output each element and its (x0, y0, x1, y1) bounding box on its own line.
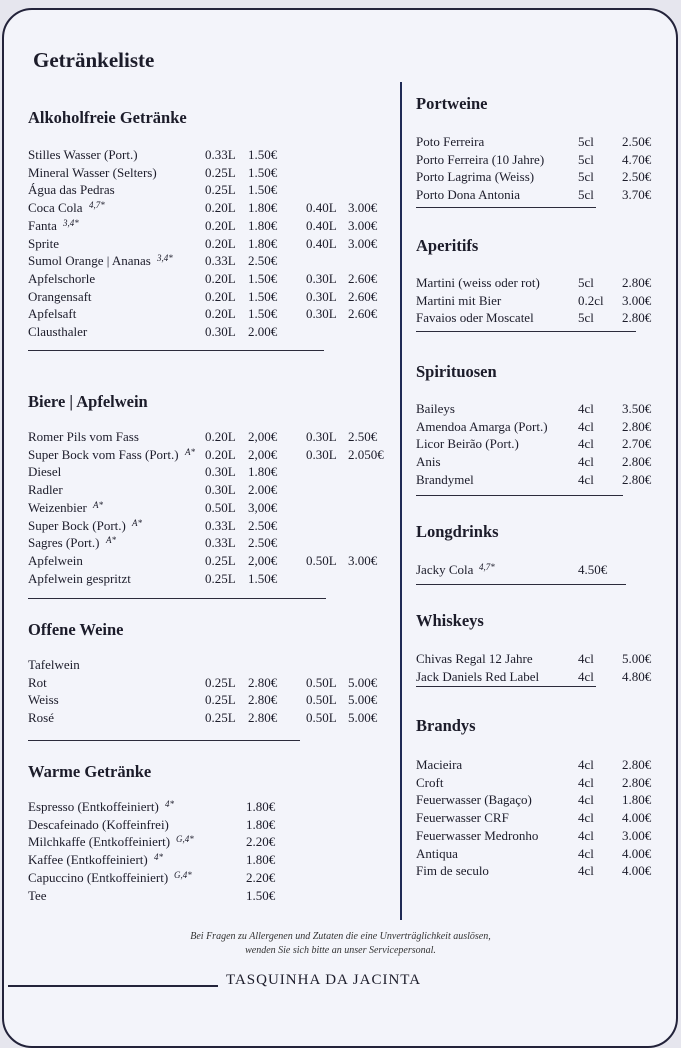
item-volume: 0.20L (205, 200, 236, 216)
menu-item (28, 534, 390, 552)
menu-item (28, 235, 390, 253)
menu-item (28, 199, 390, 217)
item-volume: 0.30L (306, 446, 337, 462)
allergen-code: A* (93, 499, 103, 510)
item-price: 1.50€ (248, 306, 278, 322)
item-name: Brandymel (416, 471, 474, 487)
item-volume: 0.33L (205, 517, 236, 533)
section-title-longdrinks: Longdrinks (416, 522, 499, 541)
item-volume: 5cl (578, 151, 594, 167)
item-name: Poto Ferreira (416, 134, 485, 149)
item-price: 1.50€ (248, 570, 278, 586)
item-price: 5.00€ (348, 674, 378, 690)
section-title-spirituosen: Spirituosen (416, 362, 497, 381)
item-volume: 4cl (578, 845, 594, 861)
item-name: Apfelwein (28, 552, 83, 568)
item-price: 2.60€ (348, 270, 378, 286)
item-name: Stilles Wasser (Port.) (28, 147, 138, 162)
item-volume: 0.33L (205, 253, 236, 269)
item-price: 4.00€ (622, 845, 652, 861)
item-name: Super Bock (Port.) (28, 517, 126, 533)
item-volume: 4cl (578, 454, 594, 470)
item-price: 2.60€ (348, 288, 378, 304)
item-price: 2.50€ (248, 517, 278, 533)
item-price: 4.80€ (622, 668, 652, 684)
menu-item (416, 561, 666, 579)
menu-item (28, 887, 390, 905)
item-volume: 0.30L (205, 482, 236, 498)
item-price: 2.80€ (622, 310, 652, 326)
item-price: 3.00€ (348, 217, 378, 233)
menu-item (416, 292, 666, 310)
item-price: 2.50€ (248, 253, 278, 269)
item-price: 2.80€ (622, 418, 652, 434)
item-name: Feuerwasser Medronho (416, 827, 539, 843)
item-price: 2.80€ (248, 710, 278, 726)
item-volume: 0.40L (306, 217, 337, 233)
item-price: 2,00€ (248, 429, 278, 444)
section-rule (28, 740, 300, 741)
section-title-warme-getranke: Warme Getränke (28, 762, 152, 781)
allergen-code: 3,4* (157, 253, 173, 264)
item-price: 5.00€ (348, 710, 378, 726)
menu-item (416, 435, 666, 453)
section-title-aperitifs: Aperitifs (416, 236, 479, 255)
menu-item (416, 827, 666, 845)
item-name: Sagres (Port.) (28, 535, 100, 551)
menu-item (28, 816, 390, 834)
item-price: 1.50€ (248, 182, 278, 198)
item-name: Feuerwasser (Bagaço) (416, 792, 532, 808)
item-price: 2.050€ (348, 446, 384, 462)
item-name: Licor Beirão (Port.) (416, 436, 519, 452)
menu-item (416, 791, 666, 809)
item-volume: 0.20L (205, 235, 236, 251)
item-volume: 4cl (578, 401, 594, 416)
section-rule (416, 207, 596, 208)
item-name: Martini mit Bier (416, 292, 502, 308)
item-volume: 0.40L (306, 235, 337, 251)
section-title-offene-weine: Offene Weine (28, 620, 124, 639)
item-volume: 0.30L (306, 270, 337, 286)
item-name: Kaffee (Entkoffeiniert) (28, 852, 148, 868)
column-divider (400, 82, 402, 920)
item-name: Espresso (Entkoffeiniert) (28, 799, 159, 814)
menu-item (28, 798, 390, 816)
item-volume: 0.50L (205, 499, 236, 515)
item-volume: 0.30L (306, 288, 337, 304)
menu-item (416, 133, 666, 151)
item-name: Super Bock vom Fass (Port.) (28, 446, 179, 462)
section-rule (28, 598, 326, 599)
menu-item (28, 833, 390, 851)
menu-item (28, 252, 390, 270)
allergen-code: A* (106, 535, 116, 546)
item-price: 2,00€ (248, 446, 278, 462)
item-price: 1.80€ (622, 792, 652, 808)
item-name: Mineral Wasser (Selters) (28, 164, 157, 180)
item-volume: 0.25L (205, 182, 236, 198)
menu-item (416, 186, 666, 204)
allergen-note-line-2: wenden Sie sich bitte an unser Servicepersonal. (245, 945, 436, 956)
menu-item (416, 418, 666, 436)
item-price: 2.80€ (622, 757, 652, 772)
section-rule (416, 686, 596, 687)
menu-item (416, 453, 666, 471)
item-volume: 4cl (578, 651, 594, 666)
item-volume: 4cl (578, 863, 594, 879)
allergen-note (0, 930, 681, 958)
item-volume: 4cl (578, 827, 594, 843)
item-price: 1.50€ (248, 288, 278, 304)
item-volume: 0.20L (205, 270, 236, 286)
item-name: Anis (416, 454, 441, 470)
item-volume: 0.20L (205, 288, 236, 304)
item-price: 3.00€ (348, 235, 378, 251)
item-volume: 0.25L (205, 710, 236, 726)
item-volume: 0.2cl (578, 292, 604, 308)
item-volume: 4cl (578, 792, 594, 808)
item-name: Porto Lagrima (Weiss) (416, 169, 535, 185)
item-price: 1.50€ (248, 164, 278, 180)
item-name: Croft (416, 774, 444, 790)
item-volume: 0.25L (205, 674, 236, 690)
allergen-code: 4* (165, 799, 174, 809)
item-name: Porto Dona Antonia (416, 187, 520, 203)
item-price: 1.80€ (246, 816, 276, 832)
item-name: Sumol Orange | Ananas (28, 253, 151, 269)
item-price: 2.50€ (622, 134, 652, 149)
item-volume: 4cl (578, 436, 594, 452)
item-name: Tafelwein (28, 657, 80, 672)
menu-item (28, 499, 390, 517)
menu-item (416, 809, 666, 827)
menu-item (28, 656, 390, 674)
menu-item (28, 552, 390, 570)
allergen-code: A* (185, 446, 195, 457)
allergen-code: G,4* (176, 834, 194, 845)
item-price: 2.80€ (622, 275, 652, 290)
item-price: 1.50€ (246, 887, 276, 903)
menu-item (28, 446, 390, 464)
menu-item (28, 428, 390, 446)
item-price: 4.50€ (578, 562, 608, 577)
menu-item (416, 471, 666, 489)
item-name: Fim de seculo (416, 863, 489, 879)
item-name: Favaios oder Moscatel (416, 310, 534, 326)
menu-item (416, 774, 666, 792)
item-price: 4.00€ (622, 810, 652, 826)
item-volume: 4cl (578, 810, 594, 826)
item-name: Coca Cola (28, 200, 83, 216)
item-price: 2.80€ (248, 692, 278, 708)
allergen-code: A* (132, 517, 142, 528)
item-name: Amendoa Amarga (Port.) (416, 418, 548, 434)
item-name: Tee (28, 887, 47, 903)
menu-item (28, 691, 390, 709)
allergen-code: 4* (154, 852, 163, 863)
item-price: 2.50€ (348, 429, 378, 444)
item-name: Weizenbier (28, 499, 87, 515)
item-name: Martini (weiss oder rot) (416, 275, 540, 290)
item-volume: 5cl (578, 275, 594, 290)
item-volume: 0.33L (205, 147, 236, 162)
item-price: 5.00€ (348, 692, 378, 708)
item-name: Descafeinado (Koffeinfrei) (28, 816, 169, 832)
restaurant-name: TASQUINHA DA JACINTA (226, 972, 422, 988)
menu-item (416, 400, 666, 418)
item-price: 2,00€ (248, 552, 278, 568)
item-name: Weiss (28, 692, 59, 708)
item-price: 2.80€ (248, 674, 278, 690)
item-price: 1.80€ (248, 235, 278, 251)
menu-item (28, 481, 390, 499)
section-title-alkoholfreie-getranke: Alkoholfreie Getränke (28, 108, 187, 127)
item-price: 2.50€ (248, 535, 278, 551)
section-rule (416, 495, 623, 496)
menu-item (28, 570, 390, 588)
item-price: 1.80€ (246, 799, 276, 814)
item-volume: 0.30L (205, 324, 236, 339)
menu-item (416, 756, 666, 774)
item-volume: 0.20L (205, 446, 236, 462)
item-price: 3,00€ (248, 499, 278, 515)
item-volume: 0.25L (205, 570, 236, 586)
menu-item (28, 709, 390, 727)
menu-item (28, 217, 390, 235)
item-name: Milchkaffe (Entkoffeiniert) (28, 834, 171, 850)
item-volume: 5cl (578, 310, 594, 326)
item-price: 2.70€ (622, 436, 652, 452)
item-name: Rot (28, 674, 47, 690)
section-title-whiskeys: Whiskeys (416, 611, 484, 630)
menu-item (416, 845, 666, 863)
item-volume: 0.20L (205, 429, 236, 444)
menu-item (28, 270, 390, 288)
item-volume: 0.50L (306, 710, 337, 726)
item-price: 3.00€ (622, 827, 652, 843)
menu-item (28, 181, 390, 199)
item-volume: 0.30L (306, 429, 337, 444)
item-price: 3.00€ (622, 292, 652, 308)
item-volume: 0.40L (306, 200, 337, 216)
item-price: 2.20€ (246, 834, 276, 850)
item-volume: 0.30L (306, 306, 337, 322)
item-price: 3.50€ (622, 401, 652, 416)
item-price: 2.80€ (622, 774, 652, 790)
item-name: Feuerwasser CRF (416, 810, 509, 826)
item-price: 3.00€ (348, 552, 378, 568)
item-name: Jack Daniels Red Label (416, 668, 540, 684)
menu-item (28, 305, 390, 323)
item-price: 1.50€ (248, 147, 278, 162)
menu-item (416, 668, 666, 686)
menu-item (416, 862, 666, 880)
menu-item (28, 146, 390, 164)
footer-rule (8, 985, 218, 987)
menu-item (416, 274, 666, 292)
item-name: Chivas Regal 12 Jahre (416, 651, 533, 666)
item-volume: 0.50L (306, 674, 337, 690)
item-price: 5.00€ (622, 651, 652, 666)
item-volume: 0.30L (205, 464, 236, 480)
item-price: 2.80€ (622, 471, 652, 487)
menu-item (28, 164, 390, 182)
item-volume: 4cl (578, 418, 594, 434)
item-price: 4.70€ (622, 151, 652, 167)
item-name: Água das Pedras (28, 182, 115, 198)
item-name: Jacky Cola (416, 562, 474, 577)
menu-item (28, 851, 390, 869)
section-title-biere-apfelwein: Biere | Apfelwein (28, 392, 148, 411)
item-volume: 4cl (578, 471, 594, 487)
item-name: Clausthaler (28, 324, 88, 339)
menu-item (28, 674, 390, 692)
section-rule (416, 584, 626, 585)
item-volume: 5cl (578, 134, 594, 149)
item-price: 2.60€ (348, 306, 378, 322)
item-name: Apfelschorle (28, 270, 96, 286)
item-name: Rosé (28, 710, 54, 726)
item-price: 1.80€ (246, 852, 276, 868)
item-price: 2.80€ (622, 454, 652, 470)
item-name: Antiqua (416, 845, 458, 861)
item-volume: 0.33L (205, 535, 236, 551)
item-price: 2.20€ (246, 869, 276, 885)
item-name: Macieira (416, 757, 463, 772)
item-volume: 5cl (578, 187, 594, 203)
menu-item (28, 517, 390, 535)
item-name: Orangensaft (28, 288, 92, 304)
section-rule (416, 331, 636, 332)
menu-item (28, 463, 390, 481)
item-price: 2.50€ (622, 169, 652, 185)
allergen-code: 4,7* (479, 562, 495, 572)
allergen-note-line-1: Bei Fragen zu Allergenen und Zutaten die eine Unverträglichkeit auslösen, (190, 931, 491, 942)
item-name: Baileys (416, 401, 455, 416)
item-volume: 0.25L (205, 552, 236, 568)
item-price: 3.00€ (348, 200, 378, 216)
item-name: Romer Pils vom Fass (28, 429, 139, 444)
allergen-code: 3,4* (63, 217, 79, 228)
item-volume: 4cl (578, 668, 594, 684)
item-volume: 4cl (578, 757, 594, 772)
item-price: 4.00€ (622, 863, 652, 879)
item-name: Capuccino (Entkoffeiniert) (28, 869, 169, 885)
item-volume: 0.25L (205, 164, 236, 180)
item-volume: 0.20L (205, 217, 236, 233)
section-rule (28, 350, 324, 351)
menu-item (416, 650, 666, 668)
item-volume: 5cl (578, 169, 594, 185)
item-volume: 0.25L (205, 692, 236, 708)
item-price: 1.80€ (248, 217, 278, 233)
section-title-portweine: Portweine (416, 94, 488, 113)
item-price: 2.00€ (248, 324, 278, 339)
item-name: Apfelwein gespritzt (28, 570, 131, 586)
item-volume: 0.20L (205, 306, 236, 322)
item-volume: 0.50L (306, 552, 337, 568)
item-price: 2.00€ (248, 482, 278, 498)
menu-item (416, 309, 666, 327)
menu-item (416, 168, 666, 186)
item-name: Apfelsaft (28, 306, 77, 322)
section-title-brandys: Brandys (416, 716, 476, 735)
item-price: 1.80€ (248, 200, 278, 216)
item-name: Radler (28, 482, 63, 498)
allergen-code: G,4* (174, 869, 192, 880)
menu-item (28, 323, 390, 341)
menu-item (28, 869, 390, 887)
item-volume: 0.50L (306, 692, 337, 708)
item-name: Sprite (28, 235, 60, 251)
menu-item (28, 288, 390, 306)
item-name: Fanta (28, 217, 57, 233)
item-volume: 4cl (578, 774, 594, 790)
item-price: 1.80€ (248, 464, 278, 480)
menu-item (416, 151, 666, 169)
item-name: Porto Ferreira (10 Jahre) (416, 151, 545, 167)
item-price: 1.50€ (248, 270, 278, 286)
allergen-code: 4,7* (89, 200, 105, 211)
item-name: Diesel (28, 464, 62, 480)
item-price: 3.70€ (622, 187, 652, 203)
menu-title: Getränkeliste (33, 48, 155, 72)
